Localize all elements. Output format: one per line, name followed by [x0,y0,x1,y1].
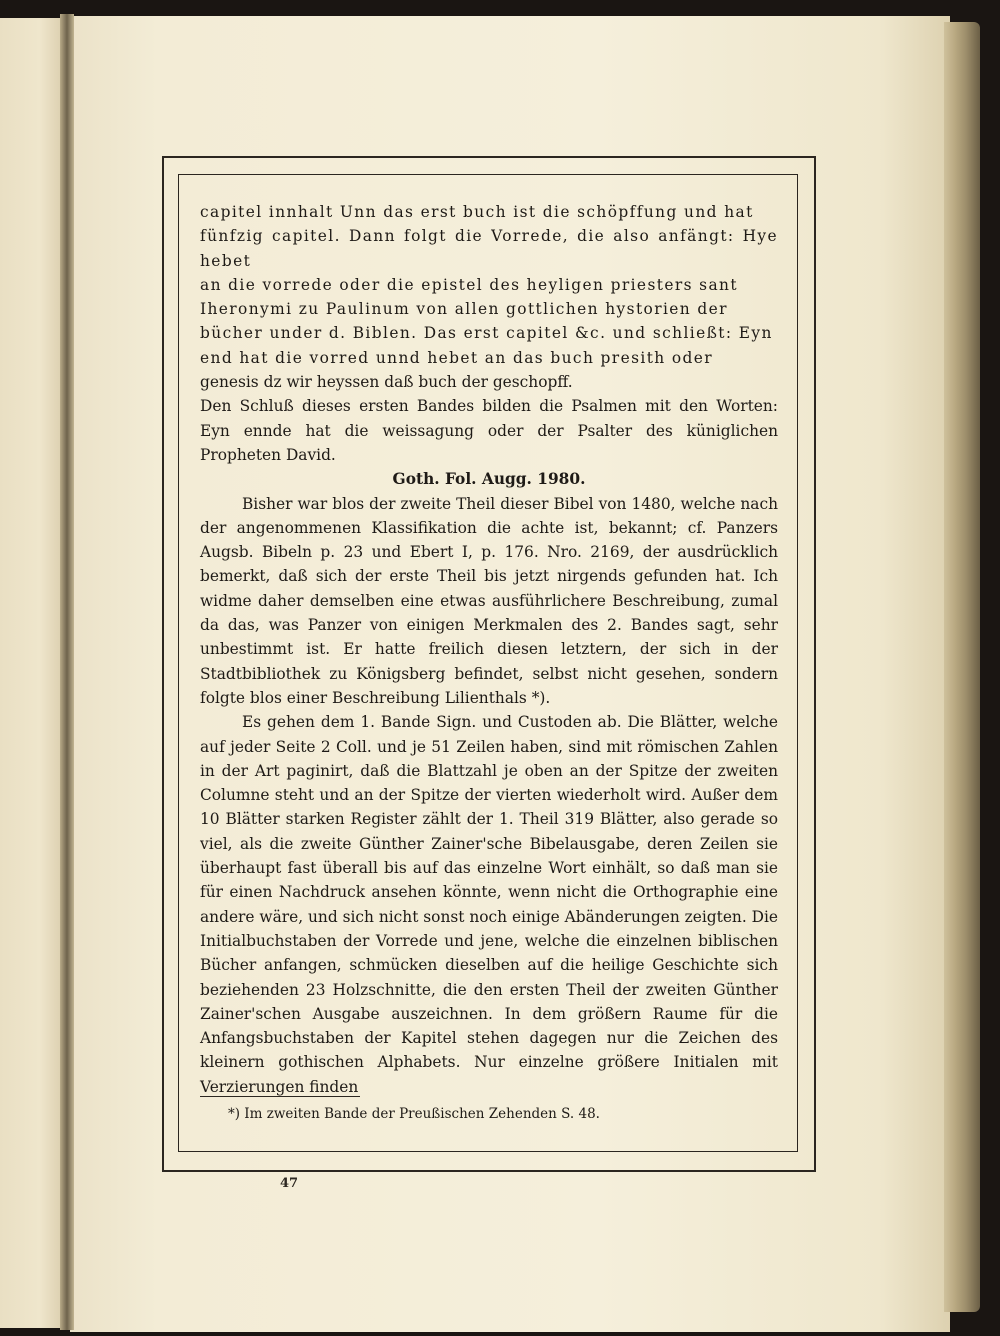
text-line-5: bücher under d. Biblen. Das erst capitel &c. und schließt: Eyn [200,324,773,343]
paragraph-psalmen: Den Schluß dieses ersten Bandes bilden die Psalmen mit den Worten: Eyn ennde hat die weissagung oder der Psalter des küniglichen Propheten David. [200,397,778,464]
book-gutter [60,14,74,1330]
footnote-rule [200,1096,360,1097]
left-page-edge [0,18,66,1328]
paragraph-sign: Es gehen dem 1. Bande Sign. und Custoden ab. Die Blätter, welche auf jeder Seite 2 Coll. und je 51 Zeilen haben, sind mit römischen Zahlen in der Art paginirt, daß die Blattzahl je oben an der Spitze der zweiten Columne steht und an der Spitze der vierten wiederholt wird. Außer dem 10 Blätter starken Register zählt der 1. Theil 319 Blätter, also gerade so viel, als die zweite Günther Zainer'sche Bibelausgabe, deren Zeilen sie überhaupt fast überall bis auf das einzelne Wort einhält, so daß man sie für einen Nachdruck ansehen könnte, wenn nicht die Orthographie eine andere wäre, und sich nicht sonst noch einige Abänderungen zeigten. Die Initialbuchstaben der Vorrede und jene, welche die einzelnen biblischen Bücher anfangen, schmücken dieselben auf die heilige Geschichte sich beziehenden 23 Holzschnitte, die den ersten Theil der zweiten Günther Zainer'schen Ausgabe auszeichnen. In dem größern Raume für die Anfangsbuchstaben der Kapitel stehen dagegen nur die Zeichen des kleinern gothischen Alphabets. Nur einzelne größere Initialen mit Verzierungen finden [200,713,778,1096]
text-line-7: genesis dz wir heyssen daß buch der geschopff. [200,373,573,392]
page-number: 47 [280,1176,299,1191]
text-line-6: end hat die vorred unnd hebet an das buch presith oder [200,348,714,367]
page-stack-edge [944,22,980,1312]
text-line-4: Iheronymi zu Paulinum von allen gottlichen hystorien der [200,300,728,319]
text-line-1: capitel innhalt Unn das erst buch ist die schöpffung und hat [200,203,754,221]
section-heading: Goth. Fol. Augg. 1980. [392,470,586,489]
paragraph-bisher: Bisher war blos der zweite Theil dieser Bibel von 1480, welche nach der angenommenen Klassifikation die achte ist, bekannt; cf. Panzers Augsb. Bibeln p. 23 und Ebert I, p. 176. Nro. 2169, der ausdrücklich bemerkt, daß sich der erste Theil bis jetzt nirgends gefunden hat. Ich widme daher demselben eine etwas ausführlichere Beschreibung, zumal da das, was Panzer von einigen Merkmalen des 2. Bandes sagt, sehr unbestimmt ist. Er hatte freilich diesen letztern, der sich in der Stadtbibliothek zu Königsberg befindet, selbst nicht gesehen, sondern folgte blos einer Beschreibung Lilienthals *). [200,494,778,707]
text-line-3: an die vorrede oder die epistel des heyligen priesters sant [200,275,738,294]
footnote: *) Im zweiten Bande der Preußischen Zehenden S. 48. [228,1106,600,1122]
main-text [200,200,778,1099]
text-line-2: fünfzig capitel. Dann folgt die Vorrede, die also anfängt: Hye hebet [200,227,778,270]
